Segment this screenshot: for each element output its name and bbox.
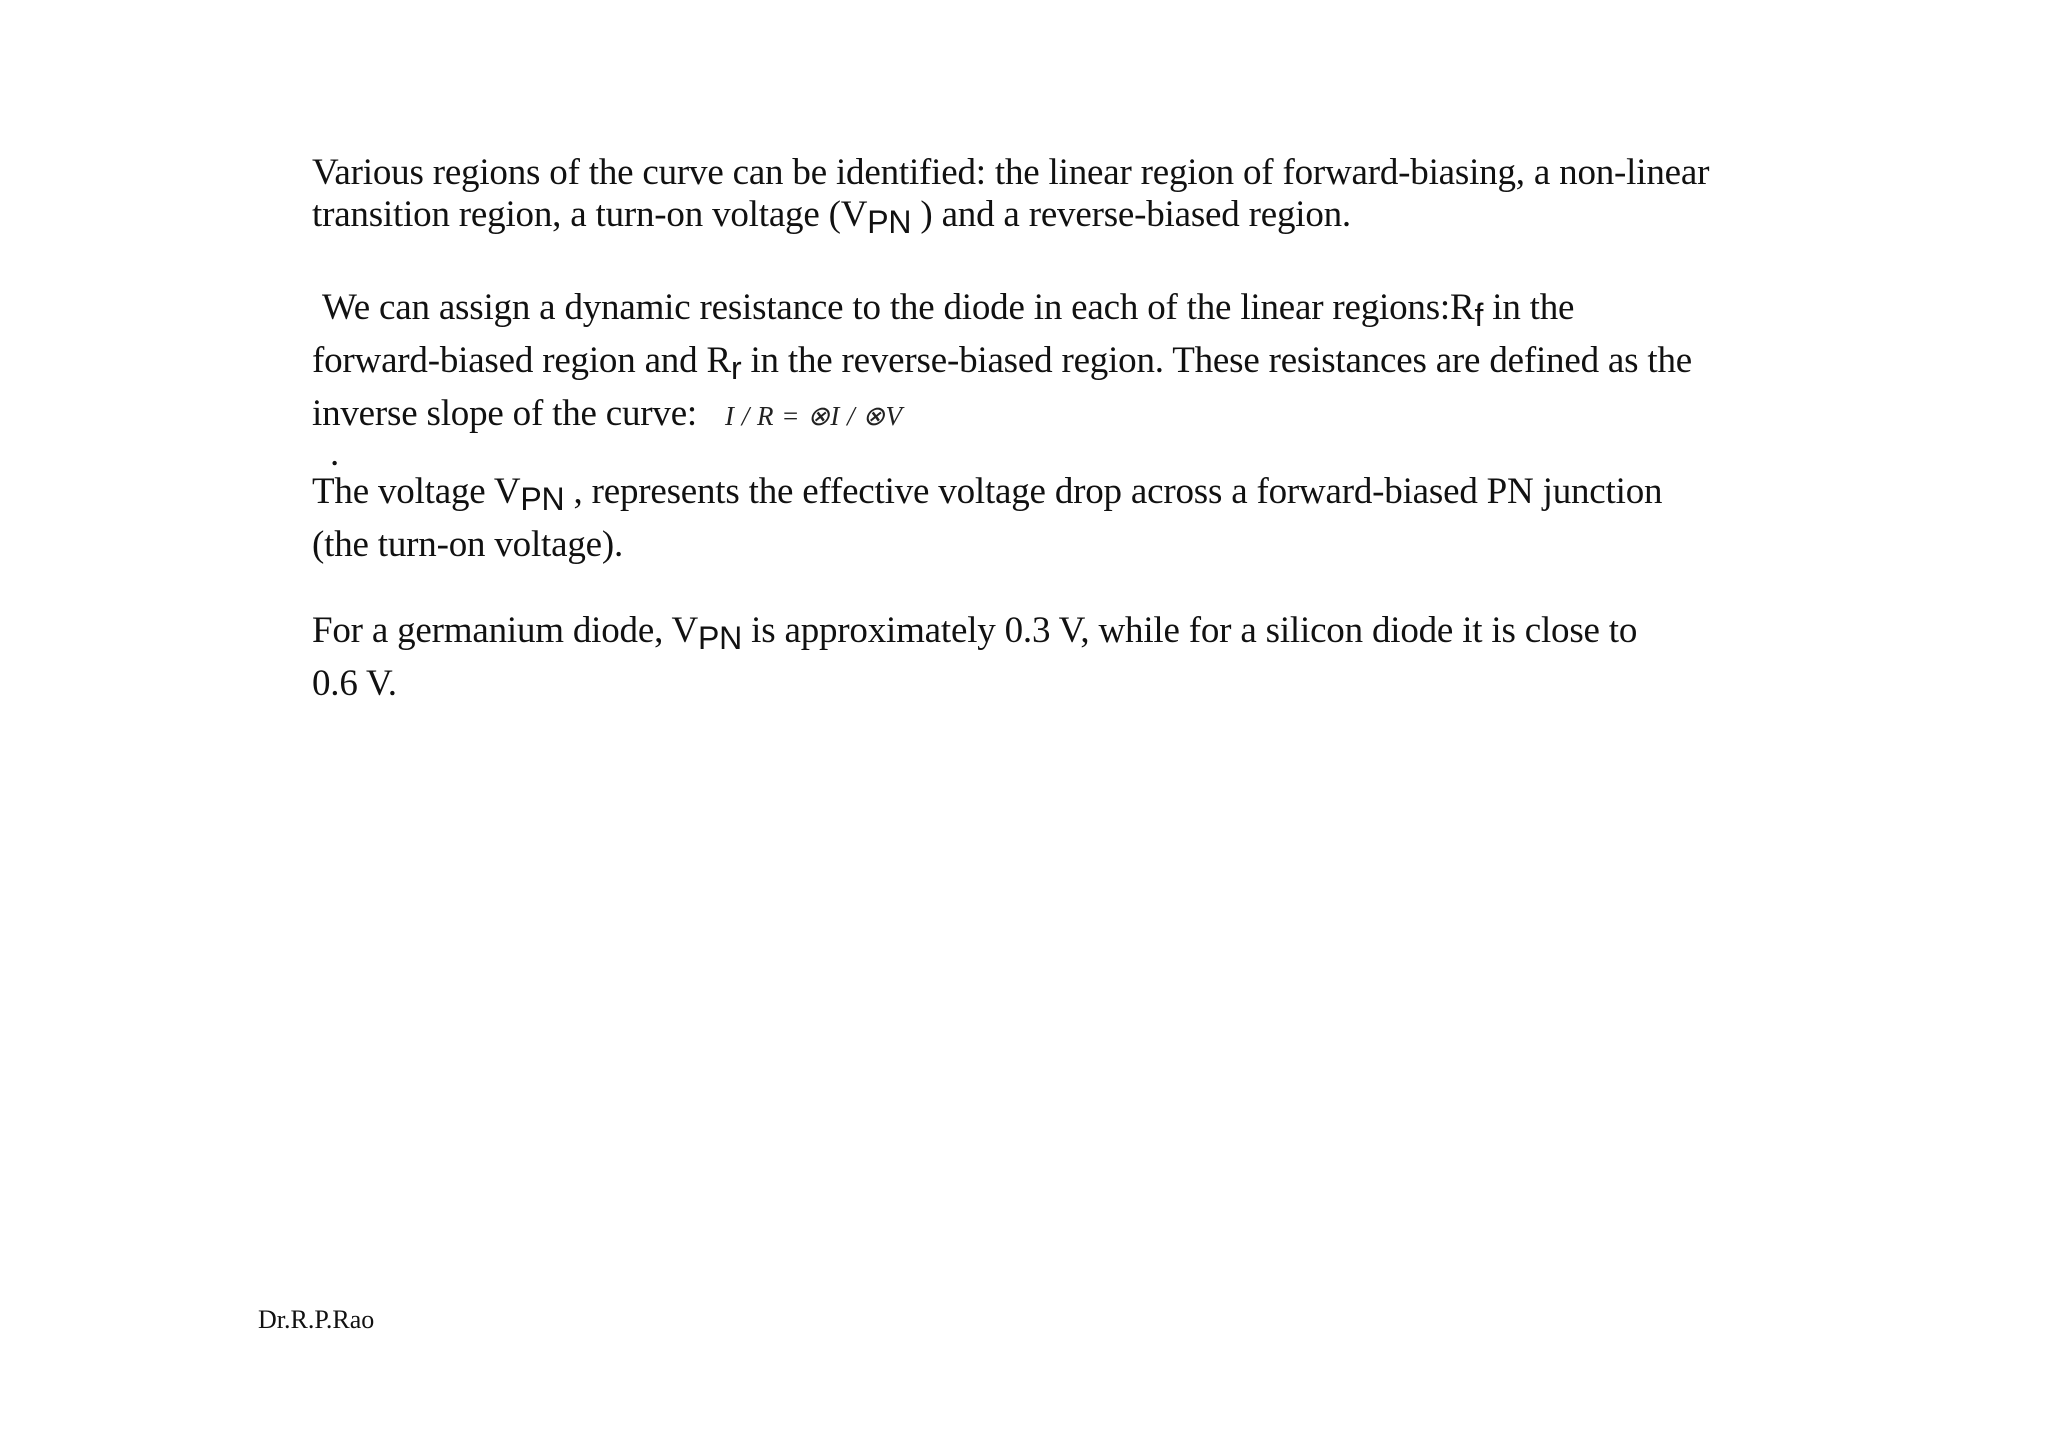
paragraph-line: [312, 391, 1792, 439]
paragraph-line: [312, 522, 1792, 568]
text-span: Various regions of the curve can be identified: the linear region of forward-biasing, a non-linear: [312, 152, 1710, 193]
paragraph-germanium-silicon: [312, 608, 1792, 707]
text-span: ) and a reverse-biased region.: [911, 194, 1351, 235]
text-span: in the reverse-biased region. These resistances are defined as the: [741, 340, 1692, 381]
text-span: forward-biased region and R: [312, 340, 731, 381]
paragraph-dynamic-resistance: [312, 285, 1792, 474]
text-span: 0.6 V.: [312, 663, 397, 704]
paragraph-line: [312, 469, 1792, 522]
subscript: PN: [698, 620, 743, 656]
stray-dot: .: [330, 433, 340, 474]
text-span: We can assign a dynamic resistance to the diode in each of the linear regions:R: [322, 287, 1475, 328]
paragraph-line: [312, 608, 1792, 661]
paragraph-regions: [312, 152, 1792, 243]
paragraph-turn-on-voltage: [312, 469, 1792, 568]
footer-author: Dr.R.P.Rao: [258, 1305, 375, 1334]
text-span: transition region, a turn-on voltage (V: [312, 194, 868, 235]
subscript: PN: [867, 204, 912, 240]
paragraph-line: [312, 338, 1792, 391]
resistance-formula: I / R = ⊗I / ⊗V: [725, 401, 903, 431]
text-span: For a germanium diode, V: [312, 610, 699, 651]
text-span: in the: [1483, 287, 1575, 328]
paragraph-line: [312, 661, 1792, 707]
text-span: inverse slope of the curve:: [312, 393, 698, 434]
paragraph-line: [312, 285, 1792, 338]
text-span: , represents the effective voltage drop across a forward-biased PN junction: [564, 471, 1663, 512]
text-span: is approximately 0.3 V, while for a silicon diode it is close to: [742, 610, 1638, 651]
text-span: The voltage V: [312, 471, 521, 512]
paragraph-line: [312, 152, 1792, 194]
text-span: (the turn-on voltage).: [312, 524, 624, 565]
subscript: r: [730, 350, 742, 386]
paragraph-line: [312, 194, 1792, 243]
slide-body: [312, 152, 1792, 707]
subscript: PN: [520, 481, 565, 517]
subscript: f: [1474, 297, 1484, 333]
